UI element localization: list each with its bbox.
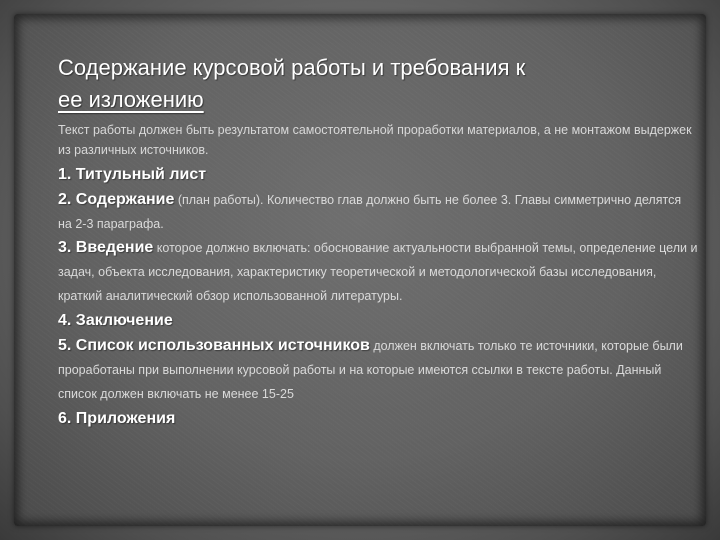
content-panel (14, 14, 706, 526)
list-item-conclusion (58, 308, 698, 334)
title-line-1: Содержание курсовой работы и требования к (58, 55, 526, 80)
list-item-title-page (58, 162, 698, 188)
slide-content (58, 52, 698, 432)
item-heading: 6. Приложения (58, 410, 176, 427)
item-heading: 1. Титульный лист (58, 166, 207, 183)
item-description: (план работы). Количество глав должно быть не более 3. Главы симметрично делятся на 2-3 параграфа. (58, 193, 682, 231)
item-heading: 2. Содержание (58, 191, 175, 208)
list-item-introduction (58, 236, 698, 308)
intro-paragraph: Текст работы должен быть результатом самостоятельной проработки материалов, а не монтажом выдержек из различных источников. (58, 123, 692, 157)
title-line-2: ее изложению (58, 87, 204, 112)
list-item-contents (58, 188, 698, 236)
item-description: должен включать только те источники, которые были проработаны при выполнении курсовой работы и на которые имеются ссылки в тексте работы. Данный список должен включать не менее 15-25 (58, 339, 683, 401)
item-heading: 4. Заключение (58, 312, 173, 329)
slide-title (58, 52, 698, 116)
list-item-sources (58, 334, 698, 406)
item-heading: 3. Введение (58, 239, 154, 256)
item-heading: 5. Список использованных источников (58, 337, 370, 354)
list-item-appendices (58, 406, 698, 432)
item-description: которое должно включать: обоснование актуальности выбранной темы, определение цели и задач, объекта исследования, характеристику теоретической и методологической базы исследования, краткий аналитический обзор использованной литературы. (58, 241, 698, 303)
